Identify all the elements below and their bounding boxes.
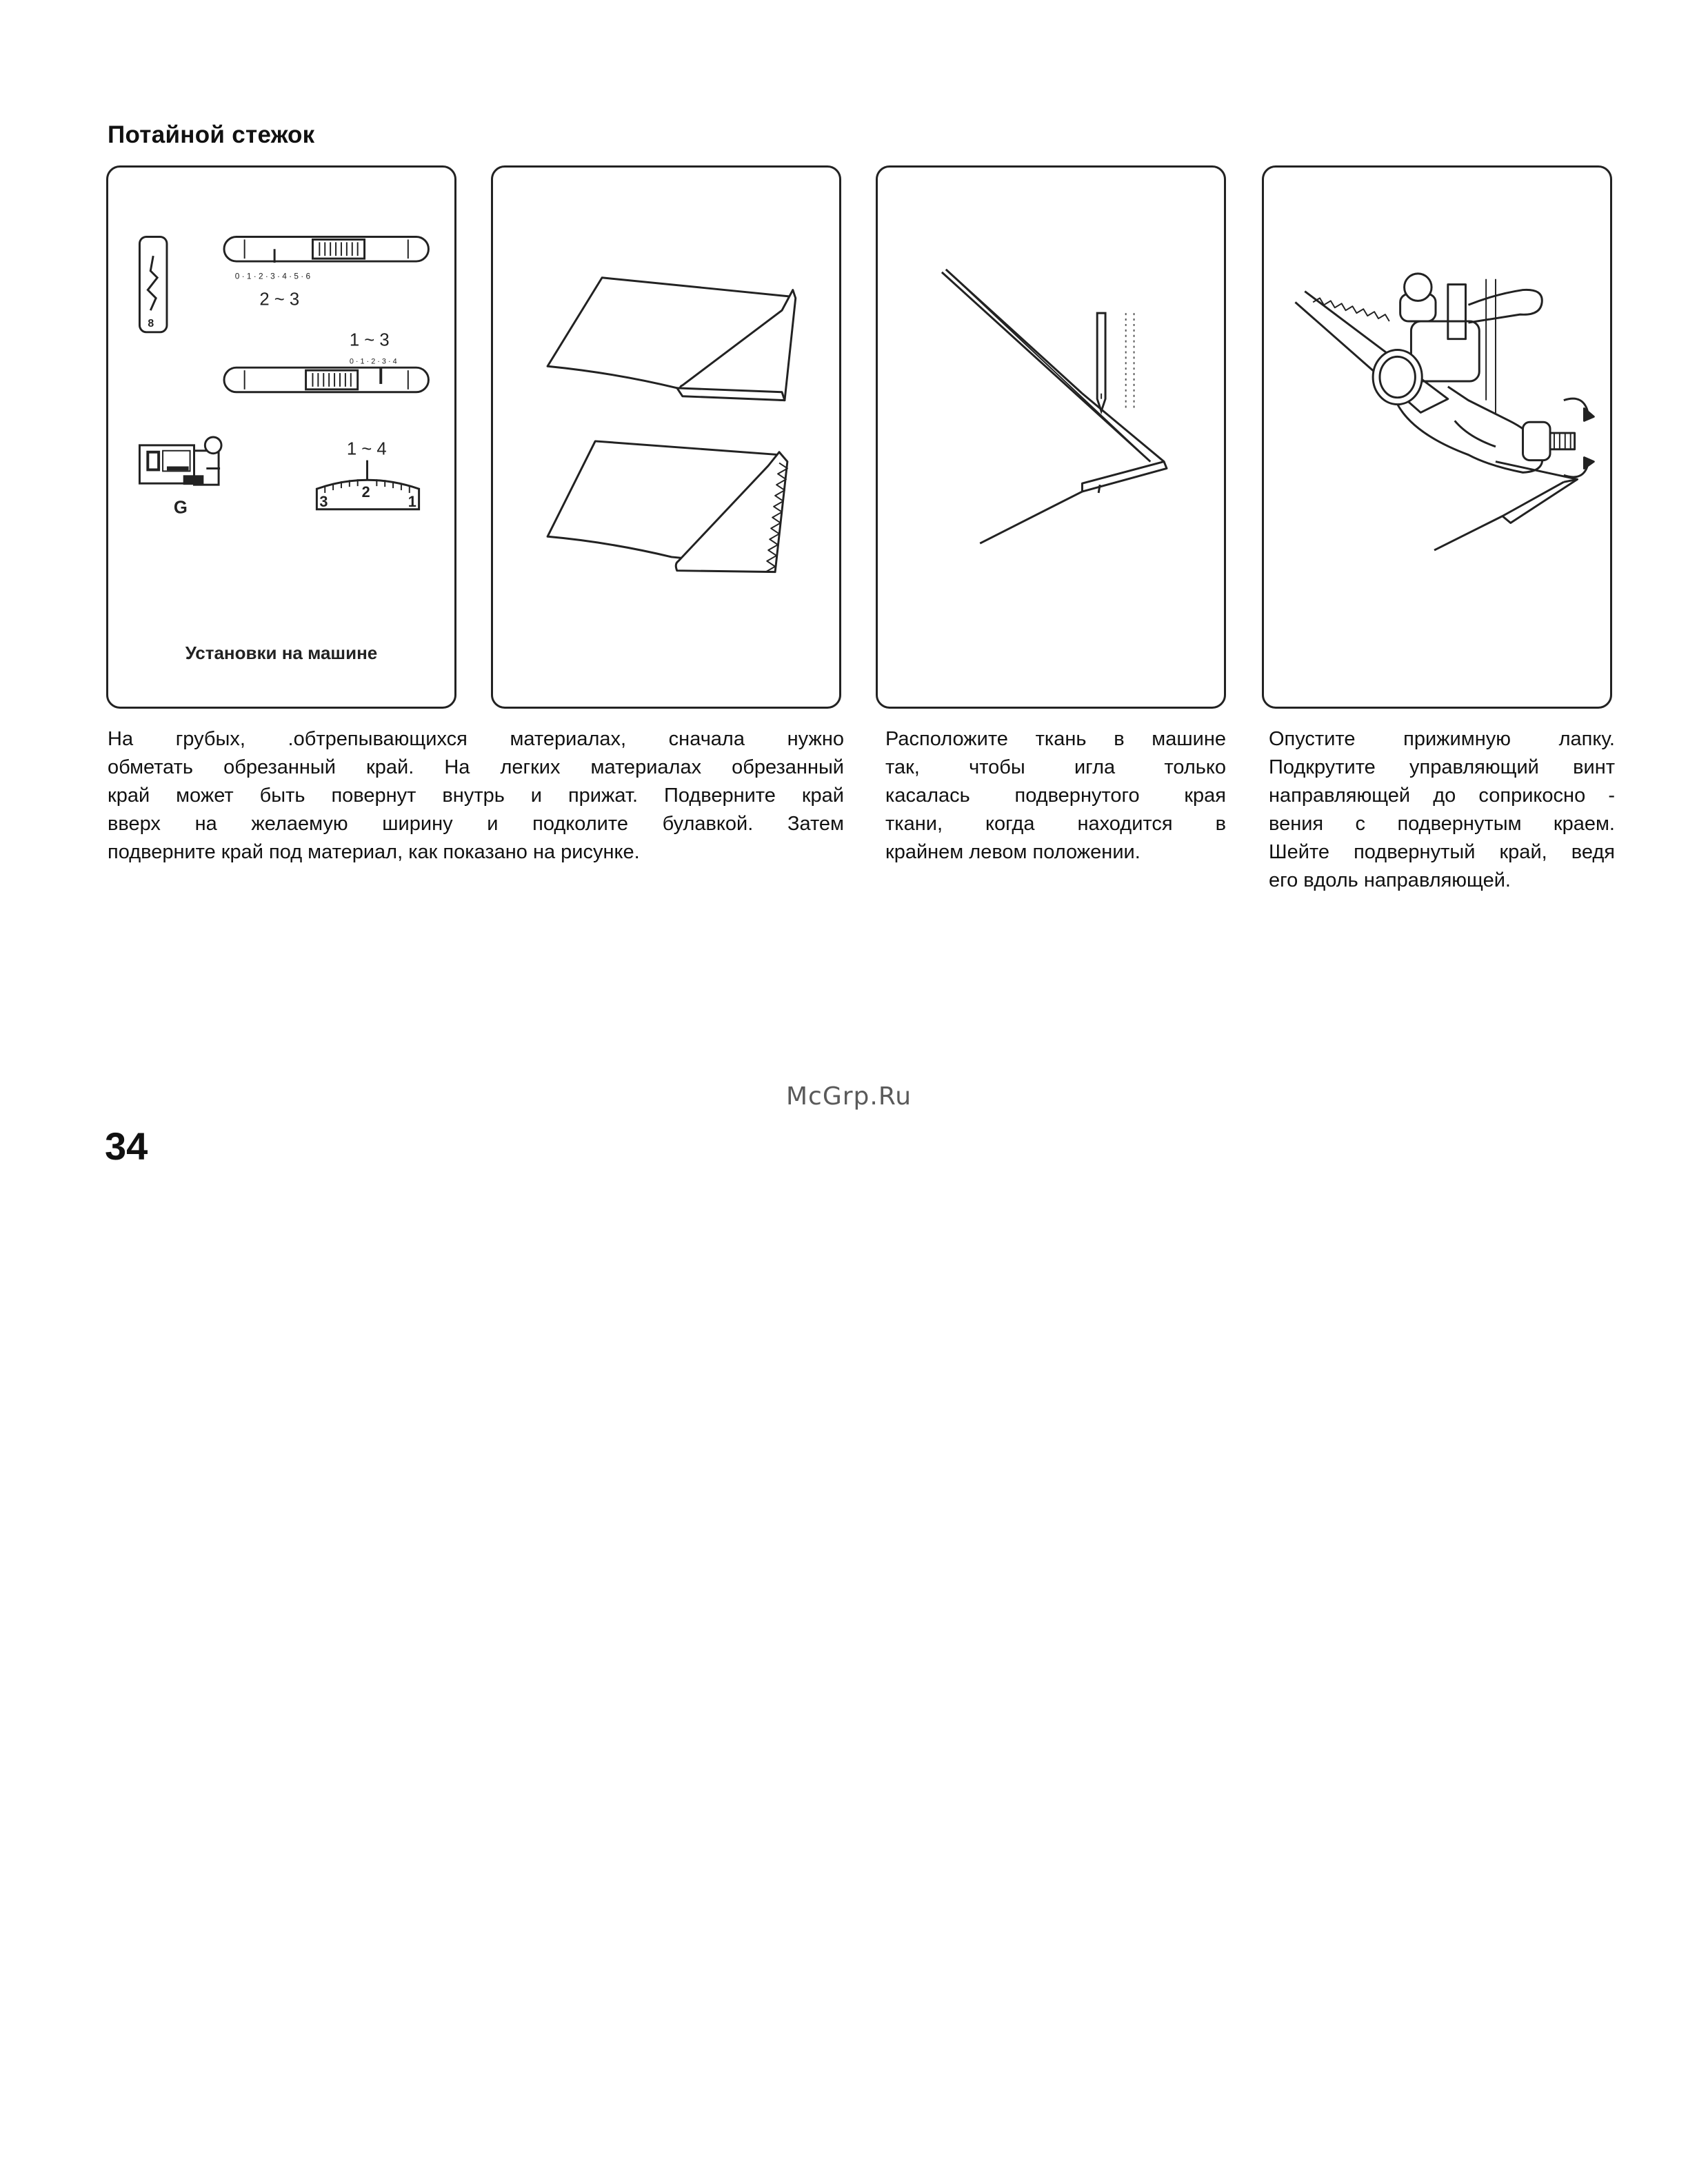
text-line: Опустите прижимную лапку. bbox=[1269, 728, 1615, 750]
machine-settings-illustration bbox=[108, 168, 454, 707]
folded-hem-illustration bbox=[493, 168, 839, 707]
text-line: Шейте подвернутый край, ведя bbox=[1269, 841, 1615, 863]
fabric-pinned-icon bbox=[547, 441, 787, 572]
needle-position-panel bbox=[876, 165, 1226, 709]
presser-foot-label: G bbox=[173, 498, 188, 518]
text-line: На грубых, .обтрепывающихся материалах, сначала нужно bbox=[108, 728, 844, 750]
text-line: ткани, когда находится в bbox=[885, 813, 1226, 835]
fabric-fold-icon bbox=[942, 270, 1167, 543]
text-line: край может быть повернут внутрь и прижат. Подверните край bbox=[108, 785, 844, 807]
sewing-foot-icon bbox=[1295, 274, 1594, 550]
text-line: касалась подвернутого края bbox=[885, 785, 1226, 807]
stitch-length-setting: 1 ~ 3 bbox=[349, 330, 390, 350]
thread-tension-setting: 1 ~ 4 bbox=[346, 439, 387, 459]
stitch-length-slider-icon bbox=[224, 357, 428, 392]
needle-icon bbox=[1097, 313, 1105, 411]
presser-foot-guide-panel bbox=[1262, 165, 1612, 709]
pattern-number: 8 bbox=[148, 317, 154, 330]
text-line: вения с подвернутым краем. bbox=[1269, 813, 1615, 835]
machine-settings-caption: Установки на машине bbox=[185, 643, 378, 663]
text-line: его вдоль направляющей. bbox=[1269, 869, 1511, 891]
svg-text:0 · 1 · 2 · 3 · 4: 0 · 1 · 2 · 3 · 4 bbox=[349, 357, 397, 366]
text-line: направляющей до соприкосно - bbox=[1269, 785, 1615, 807]
instruction-text-column-2 bbox=[885, 725, 1226, 867]
page-title: Потайной стежок bbox=[108, 121, 315, 148]
presser-foot-guide-illustration bbox=[1264, 168, 1610, 707]
stitch-width-slider-icon bbox=[224, 236, 428, 281]
dial-number: 1 bbox=[408, 492, 416, 510]
needle-position-illustration bbox=[878, 168, 1224, 707]
text-line: вверх на желаемую ширину и подколите булавкой. Затем bbox=[108, 813, 844, 835]
text-line: так, чтобы игла только bbox=[885, 756, 1226, 778]
text-line: обметать обрезанный край. На легких материалах обрезанный bbox=[108, 756, 844, 778]
text-line: подверните край под материал, как показано на рисунке. bbox=[108, 841, 640, 863]
dial-number: 2 bbox=[361, 483, 370, 501]
page-number: 34 bbox=[105, 1124, 148, 1168]
machine-settings-panel bbox=[106, 165, 456, 709]
watermark: McGrp.Ru bbox=[786, 1082, 912, 1111]
text-line: крайнем левом положении. bbox=[885, 841, 1141, 863]
text-line: Подкрутите управляющий винт bbox=[1269, 756, 1615, 778]
instruction-text-column-1 bbox=[108, 725, 844, 867]
dial-number: 3 bbox=[319, 492, 328, 510]
text-line: Расположите ткань в машине bbox=[885, 728, 1226, 750]
presser-foot-g-icon bbox=[139, 437, 221, 485]
svg-text:0 · 1 · 2 · 3 · 4 · 5 · 6: 0 · 1 · 2 · 3 · 4 · 5 · 6 bbox=[234, 271, 311, 281]
stitch-width-setting: 2 ~ 3 bbox=[259, 290, 300, 310]
instruction-text-column-3 bbox=[1269, 725, 1615, 895]
stitch-guide-dotted bbox=[1126, 313, 1134, 408]
folded-hem-panel bbox=[491, 165, 841, 709]
fabric-folded-icon bbox=[547, 278, 796, 401]
